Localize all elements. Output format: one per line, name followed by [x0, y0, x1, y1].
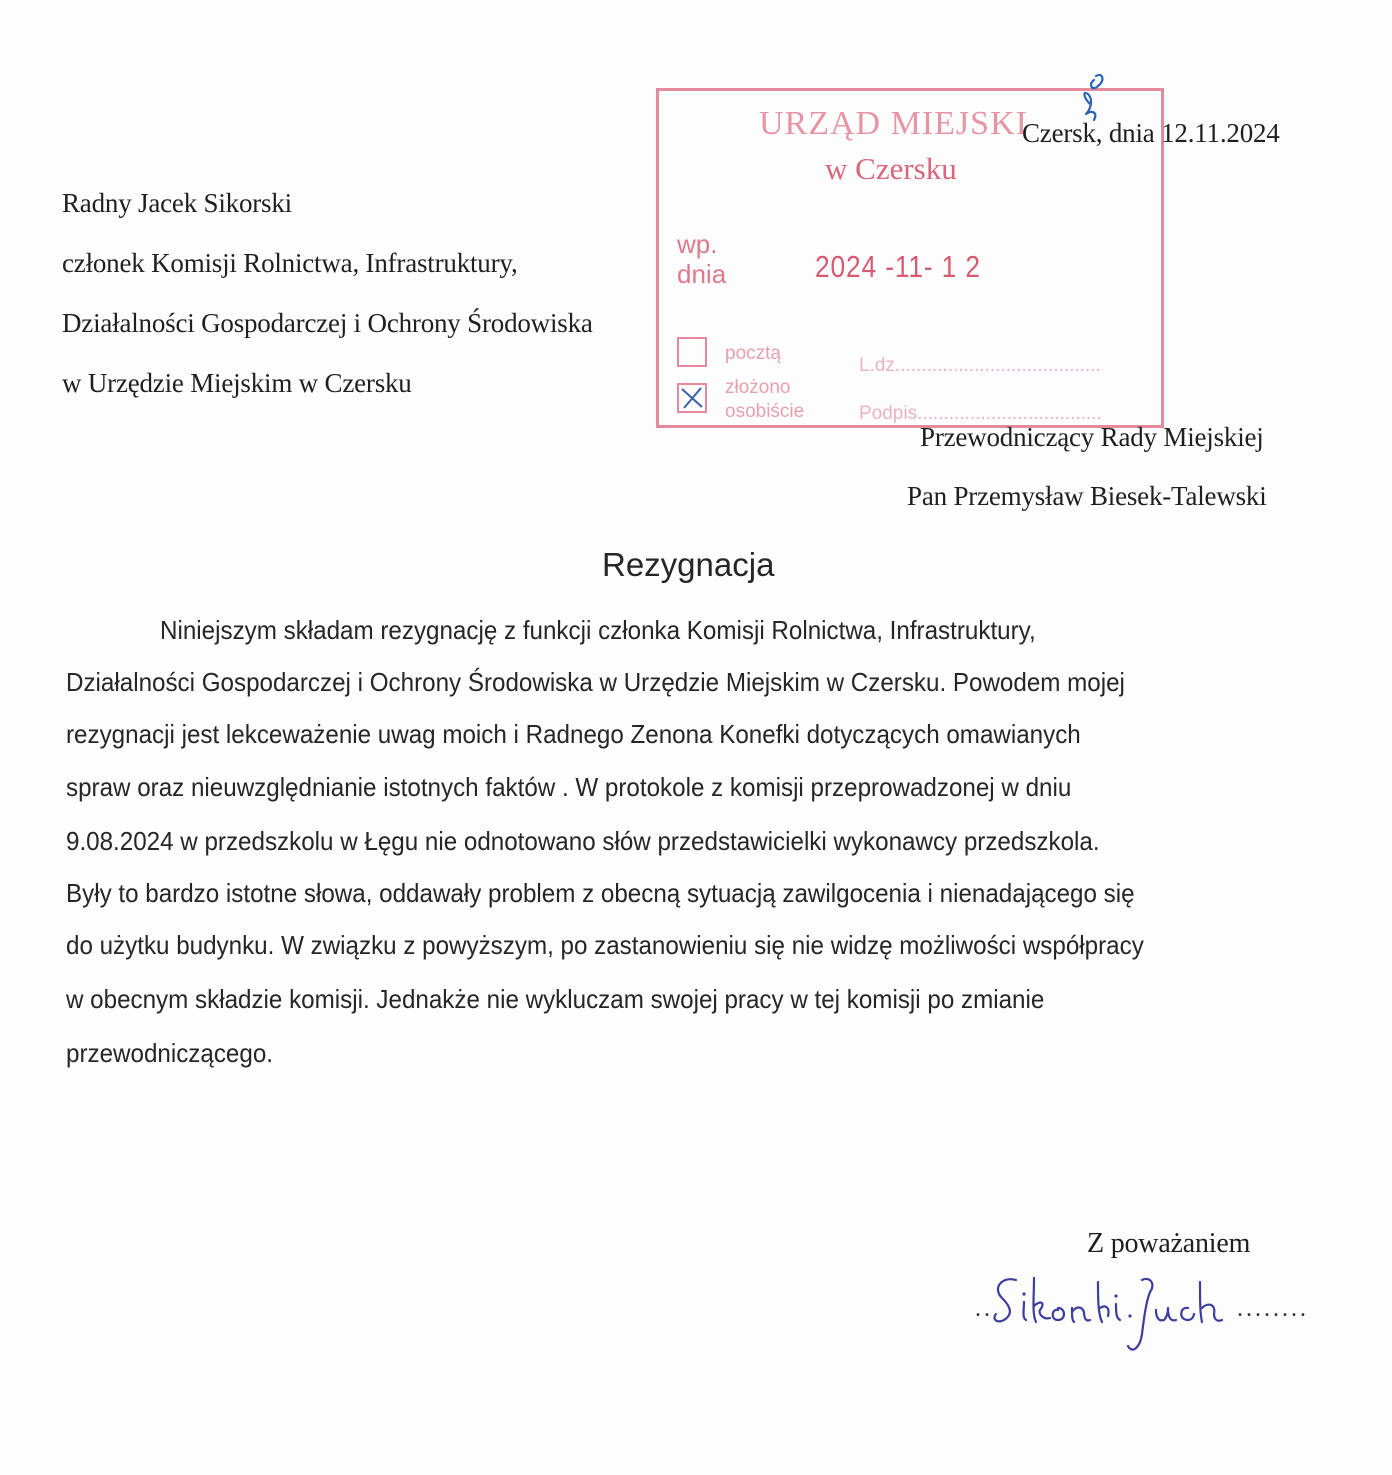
body-line: przewodniczącego. — [66, 1038, 273, 1068]
closing-salutation: Z poważaniem — [1087, 1228, 1251, 1259]
body-line: Były to bardzo istotne słowa, oddawały problem z obecną sytuacją zawilgocenia i nienadającego się — [66, 878, 1135, 908]
stamp-received-label-1: wp. — [677, 229, 718, 259]
body-line: 9.08.2024 w przedszkolu w Łęgu nie odnotowano słów przedstawicielki wykonawcy przedszkola. — [66, 826, 1100, 856]
signature-trailing-dots: ........ — [1237, 1296, 1309, 1322]
stamp-field-log-number: L.dz....................................... — [859, 355, 1101, 376]
sender-role-line-2: Działalności Gospodarczej i Ochrony Środowiska — [62, 308, 593, 338]
body-line: Niniejszym składam rezygnację z funkcji członka Komisji Rolnictwa, Infrastruktury, — [160, 615, 1036, 645]
stamp-field-signature: Podpis................................... — [859, 403, 1102, 424]
stamp-received-label-2: dnia — [677, 259, 727, 289]
stamp-option-in-person: osobiście — [725, 401, 805, 422]
cross-mark-icon — [679, 385, 705, 411]
sender-role-line-1: członek Komisji Rolnictwa, Infrastruktury, — [62, 248, 518, 278]
sender-name: Radny Jacek Sikorski — [62, 188, 292, 218]
signature-leading-dots: .. — [975, 1296, 993, 1322]
body-line: w obecnym składzie komisji. Jednakże nie wykluczam swojej pracy w tej komisji po zmianie — [66, 984, 1045, 1014]
stamp-city: w Czersku — [825, 151, 957, 186]
body-line: rezygnacji jest lekceważenie uwag moich i Radnego Zenona Konefki dotyczących omawianych — [66, 719, 1081, 749]
body-line: do użytku budynku. W związku z powyższym, po zastanowieniu się nie widzę możliwości współpracy — [66, 930, 1144, 960]
stamp-received-date: 2024 -11- 1 2 — [815, 249, 981, 284]
recipient-name: Pan Przemysław Biesek-Talewski — [907, 481, 1267, 511]
place-and-date: Czersk, dnia 12.11.2024 — [1022, 118, 1280, 148]
stamp-organization: URZĄD MIEJSKI — [759, 105, 1028, 142]
letter-title: Rezygnacja — [602, 546, 775, 583]
body-line: spraw oraz nieuwzględnianie istotnych faktów . W protokole z komisji przeprowadzonej w dniu — [66, 772, 1072, 802]
stamp-option-submitted: złożono — [725, 377, 791, 398]
stamp-checkbox-post — [677, 337, 707, 367]
stamp-checkbox-in-person — [677, 383, 707, 413]
stamp-received-label — [677, 229, 726, 289]
handwritten-signature — [980, 1258, 1340, 1368]
body-line: Działalności Gospodarczej i Ochrony Środowiska w Urzędzie Miejskim w Czersku. Powodem mojej — [66, 667, 1125, 697]
recipient-title: Przewodniczący Rady Miejskiej — [920, 422, 1264, 452]
stamp-option-post: pocztą — [725, 343, 781, 364]
sender-role-line-3: w Urzędzie Miejskim w Czersku — [62, 368, 412, 398]
